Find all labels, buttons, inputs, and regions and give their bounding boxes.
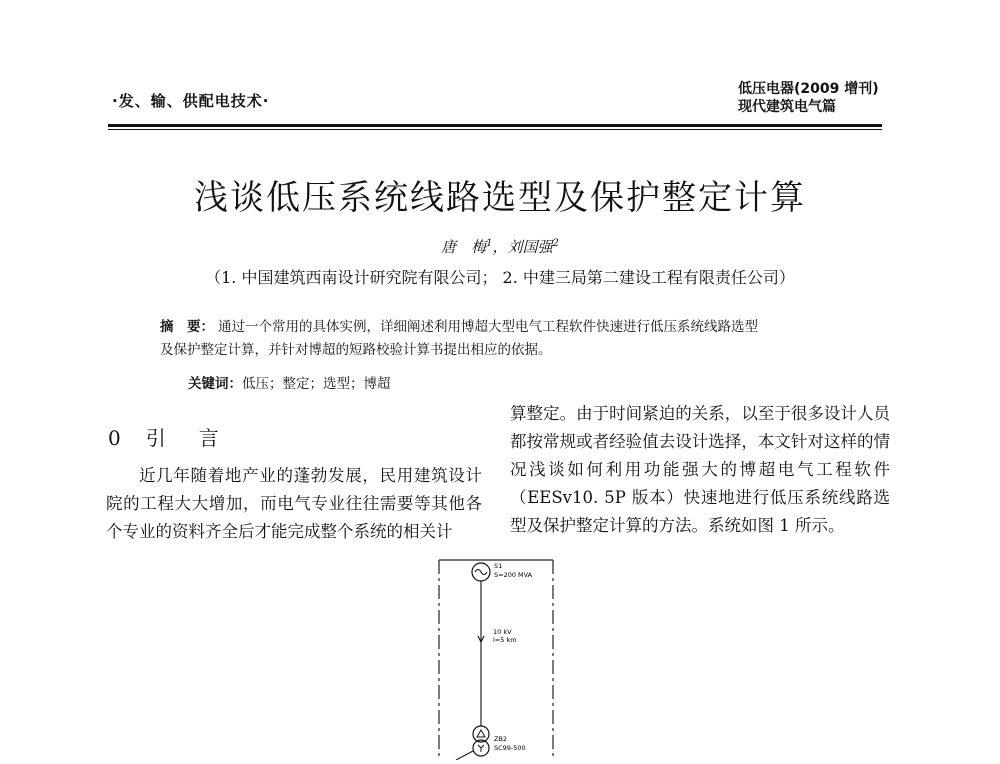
body-paragraph-right: 算整定。由于时间紧迫的关系，以至于很多设计人员都按常规或者经验值去设计选择，本文针对这样的情况浅谈如何利用功能强大的博超电气工程软件（EESv10. 5P 版本）快速地进行低压系统线路选型及保护整定计算的方法。系统如图 1 所示。: [510, 404, 890, 535]
transformer-model-label: SC99-500: [494, 744, 526, 752]
source-sine-icon: [475, 570, 487, 575]
body-paragraph-left: 近几年随着地产业的蓬勃发展，民用建筑设计院的工程大大增加，而电气专业往往需要等其他各个专业的资料齐全后才能完成整个系统的相关计: [106, 466, 482, 541]
journal-info: [738, 80, 879, 116]
abstract: [160, 316, 860, 362]
keywords-label: 关键词：: [188, 376, 242, 392]
section-word-1: 引: [145, 426, 169, 450]
transformer-lead: [456, 751, 473, 760]
keywords-text: 低压；整定；选型；博超: [242, 376, 391, 392]
system-diagram: [436, 556, 556, 760]
author-1-sup: 1: [486, 238, 493, 249]
author-2-sup: 2: [552, 238, 559, 249]
abstract-text-2: 及保护整定计算，并针对博超的短路校验计算书提出相应的依据。: [160, 342, 552, 358]
keywords: [188, 372, 391, 392]
abstract-label: 摘 要：: [160, 319, 214, 335]
author-2: 刘国强: [507, 238, 553, 256]
header-rule-thick: [108, 124, 882, 127]
line-length-label: l=5 km: [493, 636, 517, 644]
section-heading: [108, 422, 222, 451]
body-column-right: [510, 400, 890, 540]
source-id-label: S1: [494, 562, 503, 570]
source-rating-label: S=200 MVA: [494, 571, 533, 579]
journal-line-2: 现代建筑电气篇: [738, 99, 836, 115]
section-word-2: 言: [198, 426, 222, 450]
journal-line-1: 低压电器(2009 增刊): [738, 81, 879, 97]
section-number: 0: [108, 426, 124, 450]
delta-winding-icon: [477, 730, 485, 737]
author-separator: ，: [492, 238, 508, 256]
body-column-left: [106, 462, 482, 546]
paper-title: 浅谈低压系统线路选型及保护整定计算: [194, 178, 806, 218]
transformer-id-label: ZB2: [494, 735, 508, 743]
header-section-label: ·发、输、供配电技术·: [112, 92, 270, 110]
authors: [0, 236, 1000, 257]
author-1: 唐 梅: [441, 238, 487, 256]
system-diagram-svg: [436, 556, 556, 760]
affiliations: （1. 中国建筑西南设计研究院有限公司； 2. 中建三局第二建设工程有限责任公司）: [205, 268, 795, 287]
wye-winding-icon: [478, 745, 484, 752]
header-rule-thin: [108, 129, 882, 130]
line-voltage-label: 10 kV: [493, 628, 512, 636]
abstract-text-1: 通过一个常用的具体实例，详细阐述利用博超大型电气工程软件快速进行低压系统线路选型: [218, 319, 758, 335]
